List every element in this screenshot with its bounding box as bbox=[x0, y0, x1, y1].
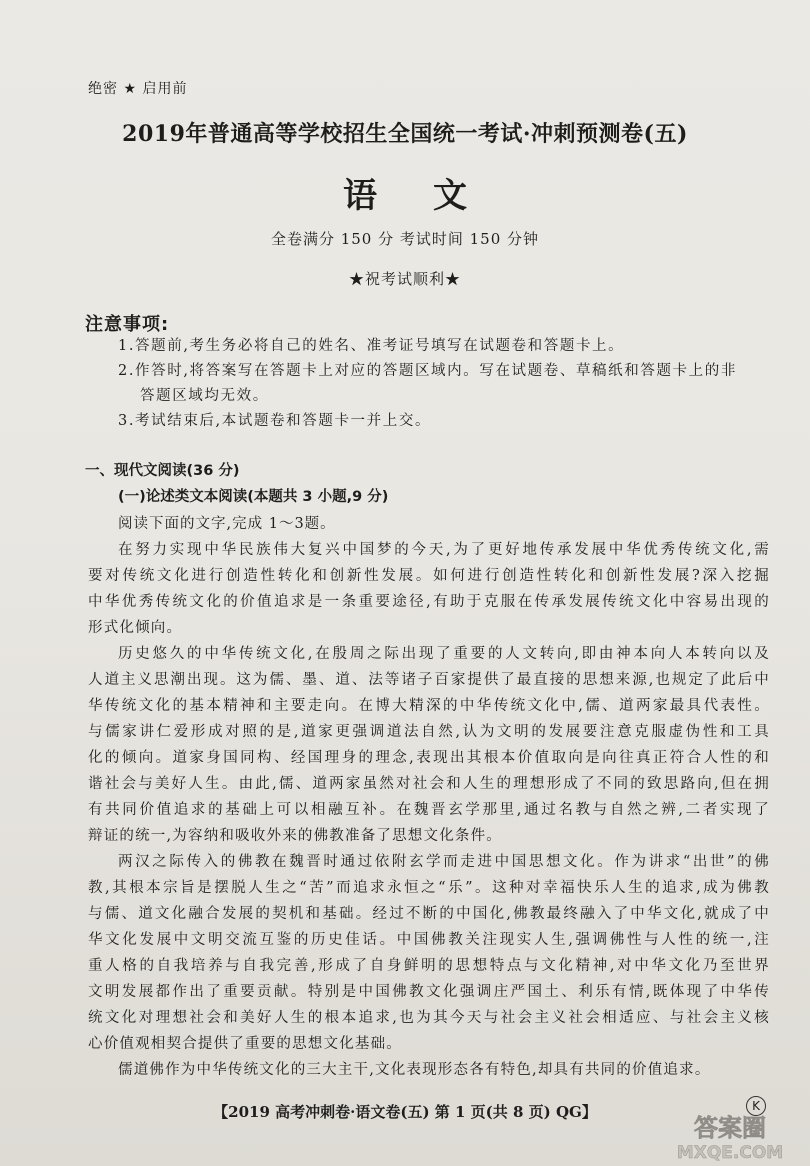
watermark-logo bbox=[660, 1110, 800, 1162]
notes-heading: 注意事项: bbox=[85, 314, 170, 335]
passage-line: 心价值观相契合提供了重要的思想文化基础。 bbox=[88, 1036, 402, 1052]
section-title: 一、现代文阅读(36 分) bbox=[85, 463, 240, 479]
subsection-title: (一)论述类文本阅读(本题共 3 小题,9 分) bbox=[118, 489, 389, 505]
passage-line: 化的倾向。道家身国同构、经国理身的理念,表现出其根本价值取向是向往真正符合人性的和 bbox=[88, 750, 770, 766]
passage-line: 华文化发展中文明交流互鉴的历史佳话。中国佛教关注现实人生,强调佛性与人性的统一,注 bbox=[88, 932, 770, 948]
secret-label: 绝密 ★ 启用前 bbox=[88, 81, 188, 97]
circled-k-mark: K bbox=[746, 1096, 766, 1116]
note-item: 3.考试结束后,本试题卷和答题卡一并上交。 bbox=[118, 413, 432, 429]
subject-title: 语文 bbox=[343, 176, 523, 216]
passage-line: 形式化倾向。 bbox=[88, 620, 183, 636]
exam-title: 2019年普通高等学校招生全国统一考试·冲刺预测卷(五) bbox=[122, 121, 688, 147]
passage-line: 历史悠久的中华传统文化,在殷周之际出现了重要的人文转向,即由神本向人本转向以及 bbox=[118, 646, 770, 662]
passage-line: 要对传统文化进行创造性转化和创新性发展。如何进行创造性转化和创新性发展?深入挖掘 bbox=[88, 568, 770, 584]
passage-line: 重人格的自我培养与自我完善,形成了自身鲜明的思想特点与文化精神,对中华文化乃至世界 bbox=[88, 958, 770, 974]
score-time-info: 全卷满分 150 分 考试时间 150 分钟 bbox=[270, 230, 540, 248]
passage-line: 华传统文化的基本精神和主要走向。在博大精深的中华传统文化中,儒、道两家最具代表性。 bbox=[88, 698, 770, 714]
passage-line: 教,其根本宗旨是摆脱人生之“苦”而追求永恒之“乐”。这种对幸福快乐人生的追求,成为佛教 bbox=[88, 880, 770, 896]
passage-line: 有共同价值追求的基础上可以相融互补。在魏晋玄学那里,通过名教与自然之辨,二者实现了 bbox=[88, 802, 770, 818]
passage-line: 中华优秀传统文化的价值追求是一条重要途径,有助于克服在传承发展传统文化中容易出现的 bbox=[88, 594, 770, 610]
passage-line: 在努力实现中华民族伟大复兴中国梦的今天,为了更好地传承发展中华优秀传统文化,需 bbox=[118, 542, 770, 558]
good-luck-line: ★祝考试顺利★ bbox=[348, 270, 461, 288]
passage-line: 谐社会与美好人生。由此,儒、道两家虽然对社会和人生的理想形成了不同的致思路向,但在拥 bbox=[88, 776, 770, 792]
reading-instruction: 阅读下面的文字,完成 1～3题。 bbox=[118, 516, 336, 532]
watermark-line1: 答案圈 bbox=[694, 1114, 766, 1142]
passage-line: 儒道佛作为中华传统文化的三大主干,文化表现形态各有特色,却具有共同的价值追求。 bbox=[118, 1062, 711, 1078]
passage-line: 文明发展都作出了重要贡献。特别是中国佛教文化强调庄严国土、利乐有情,既体现了中华传 bbox=[88, 984, 770, 1000]
page-footer: 【2019 高考冲刺卷·语文卷(五) 第 1 页(共 8 页) QG】 bbox=[213, 1103, 597, 1121]
passage-line: 辩证的统一,为容纳和吸收外来的佛教准备了思想文化条件。 bbox=[88, 828, 503, 844]
passage-line: 与儒、道文化融合发展的契机和基础。经过不断的中国化,佛教最终融入了中华文化,就成了中 bbox=[88, 906, 770, 922]
watermark-line2: MXQE.COM bbox=[676, 1143, 784, 1162]
passage-line: 与儒家讲仁爱形成对照的是,道家更强调道法自然,认为文明的发展要注意克服虚伪性和工具 bbox=[88, 724, 770, 740]
note-item: 1.答题前,考生务必将自己的姓名、准考证号填写在试题卷和答题卡上。 bbox=[118, 338, 625, 354]
note-item: 2.作答时,将答案写在答题卡上对应的答题区域内。写在试题卷、草稿纸和答题卡上的非 bbox=[118, 363, 737, 379]
passage-line: 两汉之际传入的佛教在魏晋时通过依附玄学而走进中国思想文化。作为讲求“出世”的佛 bbox=[118, 854, 770, 870]
passage-line: 人道主义思潮出现。这为儒、墨、道、法等诸子百家提供了最直接的思想来源,也规定了此后中 bbox=[88, 672, 770, 688]
passage-line: 统文化对理想社会和美好人生的根本追求,也为其今天与社会主义社会相适应、与社会主义核 bbox=[88, 1010, 770, 1026]
note-item: 答题区域均无效。 bbox=[140, 388, 269, 404]
